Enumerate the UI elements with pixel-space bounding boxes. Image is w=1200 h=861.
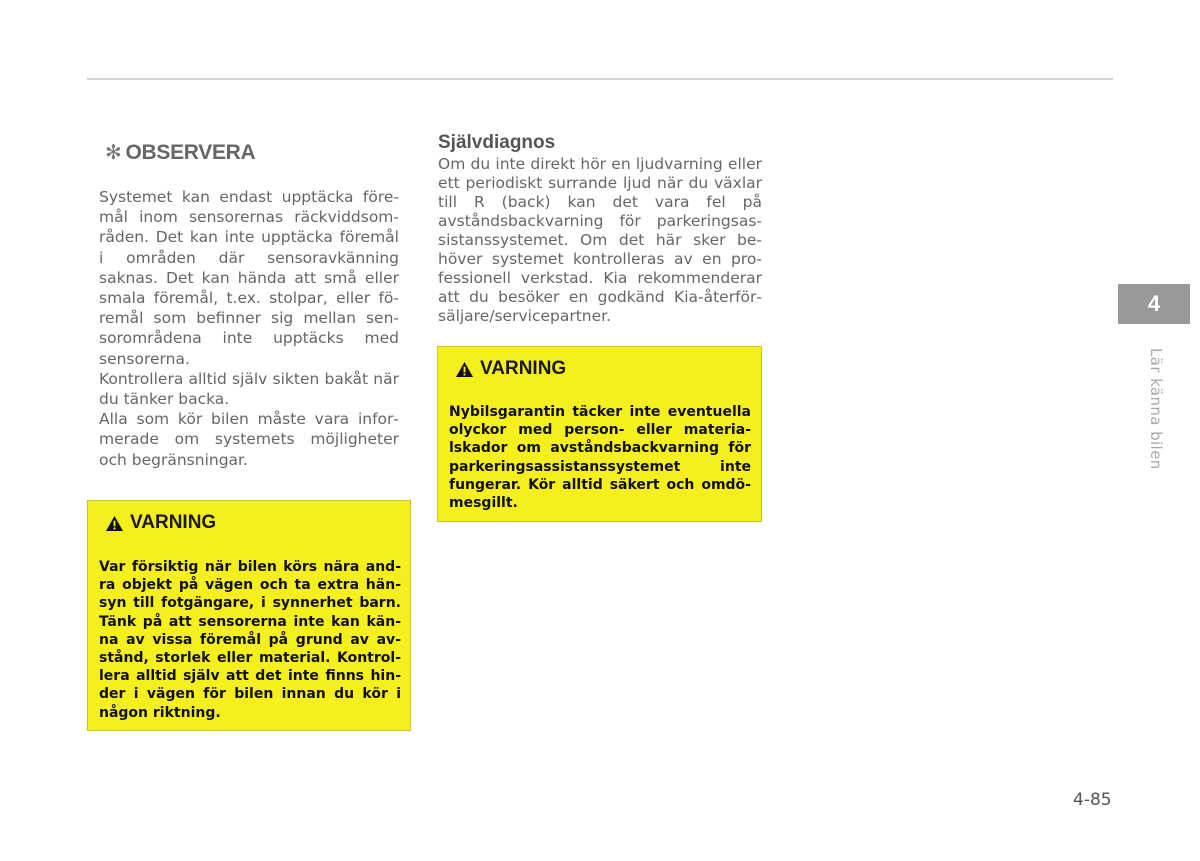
observera-body: [99, 187, 399, 470]
page-number: 4-85: [1073, 790, 1112, 810]
chapter-tab[interactable]: [1118, 284, 1190, 324]
observera-title: OBSERVERA: [125, 140, 256, 164]
warning-box-left: [87, 500, 411, 731]
observera-paragraph: Alla som kör bilen måste vara informerade om systemets möjligheter och begränsningar.: [99, 410, 399, 469]
section-title: Självdiagnos: [438, 132, 556, 153]
chapter-number: 4: [1147, 291, 1161, 316]
observera-paragraph: Systemet kan endast upptäcka föremål inom sensorernas räckviddsområden. Det kan inte upptäcka föremål i områden där sensoravkänning saknas. Det kan hända att små eller smala föremål, t.ex. stolpar, eller föremål som befinner sig mellan sensorområdena inte upptäcks med sensorerna.: [99, 188, 399, 368]
warning-title: VARNING: [480, 358, 567, 379]
warning-triangle-icon: [105, 515, 124, 532]
header-rule: [87, 78, 1113, 80]
observera-heading: [105, 140, 399, 165]
sjalvdiagnos-body: Om du inte direkt hör en ljudvarning eller ett periodiskt surrande ljud när du växlar till R (back) kan det vara fel på avståndsbackvarning för parkeringsassistanssystemet. Om det här sker behöver systemet kontrolleras av en professionell verkstad. Kia rekommenderar att du besöker en godkänd Kia-återförsäljare/servicepartner.: [438, 155, 762, 325]
warning-text: Nybilsgarantin täcker inte eventuella olyckor med person- eller materialskador om avståndsbackvarning för parkeringsassistanssystemet inte fungerar. Kör alltid säkert och omdömesgillt.: [449, 404, 751, 512]
asterisk-icon: ✻: [105, 142, 122, 164]
sjalvdiagnos-section: [438, 132, 762, 326]
warning-triangle-icon: [455, 361, 474, 378]
observera-section: [99, 140, 399, 470]
warning-heading: [455, 358, 566, 380]
warning-box-right: [437, 346, 762, 522]
warning-title: VARNING: [130, 512, 217, 533]
warning-heading: [105, 512, 216, 534]
chapter-label: Lär känna bilen: [1147, 348, 1165, 470]
observera-paragraph: Kontrollera alltid själv sikten bakåt när du tänker backa.: [99, 369, 399, 409]
warning-text: Var försiktig när bilen körs nära andra objekt på vägen och ta extra hänsyn till fotgängare, i synnerhet barn. Tänk på att sensorerna inte kan känna av vissa föremål på grund av avstånd, storlek eller material. Kontrollera alltid själv att det inte finns hinder i vägen för bilen innan du kör i någon riktning.: [99, 559, 401, 721]
